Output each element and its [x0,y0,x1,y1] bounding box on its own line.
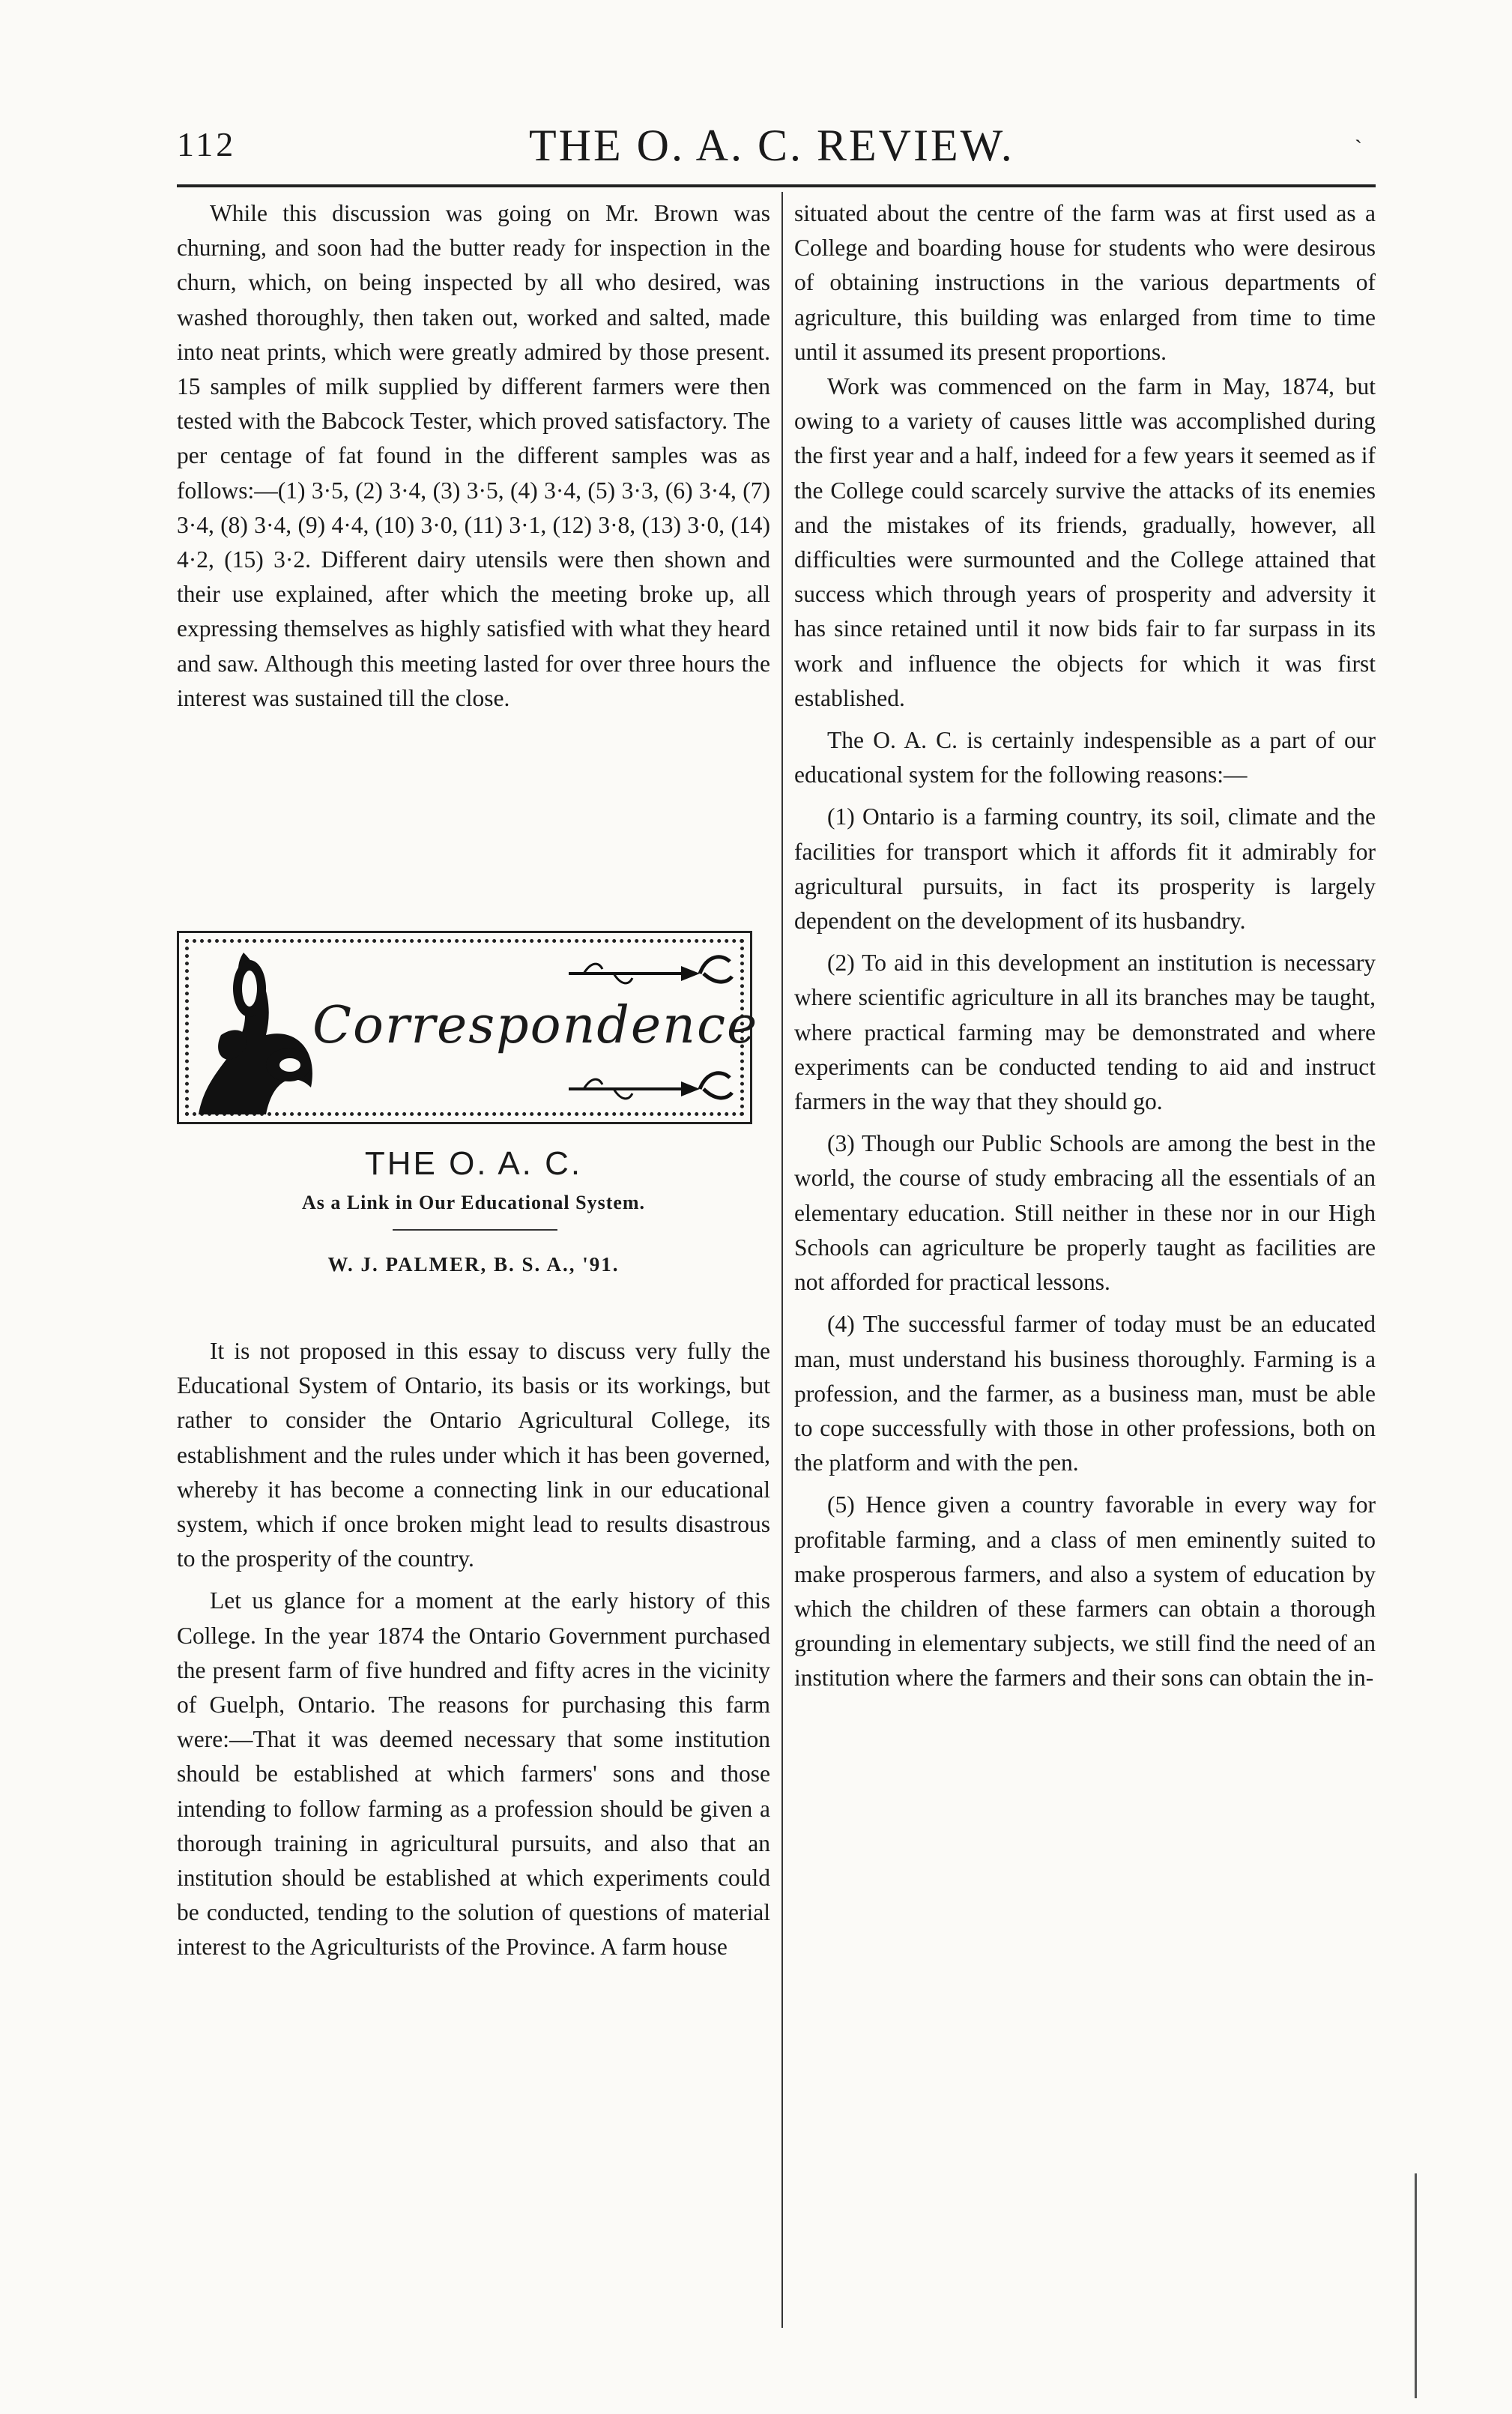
title-rule [393,1229,557,1231]
paragraph: (3) Though our Public Schools are among the best in the world, the course of study embracing all the essentials of an elementary education. Still neither in these nor in our High Schools can agriculture be properly taught as facilities are not afforded for practical lessons. [794,1130,1376,1296]
article-title: THE O. A. C. [364,1145,583,1182]
paragraph: Work was commenced on the farm in May, 1874, but owing to a variety of causes little was accomplished during the first year and a half, indeed for a few years it seemed as if the College could scarcely survive the attacks of its enemies and the mistakes of its friends, gradually, however, all difficulties were surmounted and the College attained that success which through years of prosperity and adversity it has since retained until it now bids fair to far surpass in its work and influence the objects for which it was first established. [794,373,1376,711]
paragraph: The O. A. C. is certainly indespensible as a part of our educational system for the following reasons:— [794,727,1376,788]
paragraph: situated about the centre of the farm was at first used as a College and boarding house for students who were desirous of obtaining instructions in the various departments of agriculture, this building was enlarged from time to time until it assumed its present proportions. [794,200,1376,365]
right-column [794,196,1376,1696]
journal-title: THE O. A. C. REVIEW. [529,121,1014,170]
article-subtitle: As a Link in Our Educational System. [301,1192,646,1213]
paragraph: (2) To aid in this development an institution is necessary where scientific agriculture in all its branches may be taught, where practical farming may be demonstrated and where experiments can be conducted tending to aid and instruct farmers in the way that they should go. [794,950,1376,1115]
section-title: Correspondence [312,996,759,1055]
left-column-bottom [177,1334,770,1965]
left-column-top [177,196,770,716]
arrow-flourish-icon [569,947,734,992]
paragraph: Let us glance for a moment at the early history of this College. In the year 1874 the Ontario Government purchased the present farm of five hundred and fifty acres in the vicinity of Guelph, Ontario. The reasons for purchasing this farm were:—That it was deemed necessary that some institution should be established at which farmers' sons and those intending to follow farming as a profession should be given a thorough training in agricultural pursuits, and also that an institution should be established at which experiments could be conducted, tending to the solution of questions of material interest to the Agriculturists of the Province. A farm house [177,1587,770,1961]
paragraph: (5) Hence given a country favorable in every way for profitable farming, and a class of men eminently suited to make prosperous farmers, and also a system of education by which the children of these farmers can obtain a thorough grounding in elementary subjects, we still find the need of an institution where the farmers and their sons can obtain the in- [794,1491,1376,1692]
paragraph: (4) The successful farmer of today must be an educated man, must understand his business thoroughly. Farming is a profession, and the farmer, as a business man, must be able to cope successfully with those in other professions, both on the platform and with the pen. [794,1311,1376,1476]
header-rule [177,184,1376,187]
arrow-flourish-icon [569,1066,734,1111]
column-divider [781,192,783,2328]
paragraph: It is not proposed in this essay to discuss very fully the Educational System of Ontario, its basis or its workings, but rather to consider the Ontario Agricultural College, its establishment and the rules under which it has been governed, whereby it has become a connecting link in our educational system, which if once broken might lead to results disastrous to the prosperity of the country. [177,1338,770,1572]
page-header [177,120,1376,172]
correspondence-banner [177,931,759,1124]
printers-mark-icon: ˴ [1355,126,1362,151]
page-edge-rule [1415,2173,1417,2398]
page-number: 112 [177,125,237,163]
byline: W. J. PALMER, B. S. A., '91. [327,1253,620,1276]
paragraph: (1) Ontario is a farming country, its soil, climate and the facilities for transport which it affords fit it admirably for agricultural pursuits, in fact its prosperity is largely dependent on the development of its husbandry. [794,803,1376,935]
paragraph: While this discussion was going on Mr. Brown was churning, and soon had the butter ready for inspection in the churn, which, on being inspected by all who desired, was washed thoroughly, then taken out, worked and salted, made into neat prints, which were greatly admired by those present. 15 samples of milk supplied by different farmers were then tested with the Babcock Tester, which proved satisfactory. The per centage of fat found in the different samples was as follows:—(1) 3·5, (2) 3·4, (3) 3·5, (4) 3·4, (5) 3·3, (6) 3·4, (7) 3·4, (8) 3·4, (9) 4·4, (10) 3·0, (11) 3·1, (12) 3·8, (13) 3·0, (14) 4·2, (15) 3·2. Different dairy utensils were then shown and their use explained, after which the meeting broke up, all expressing themselves as highly satisfied with what they heard and saw. Although this meeting lasted for over three hours the interest was sustained till the close. [177,200,770,711]
